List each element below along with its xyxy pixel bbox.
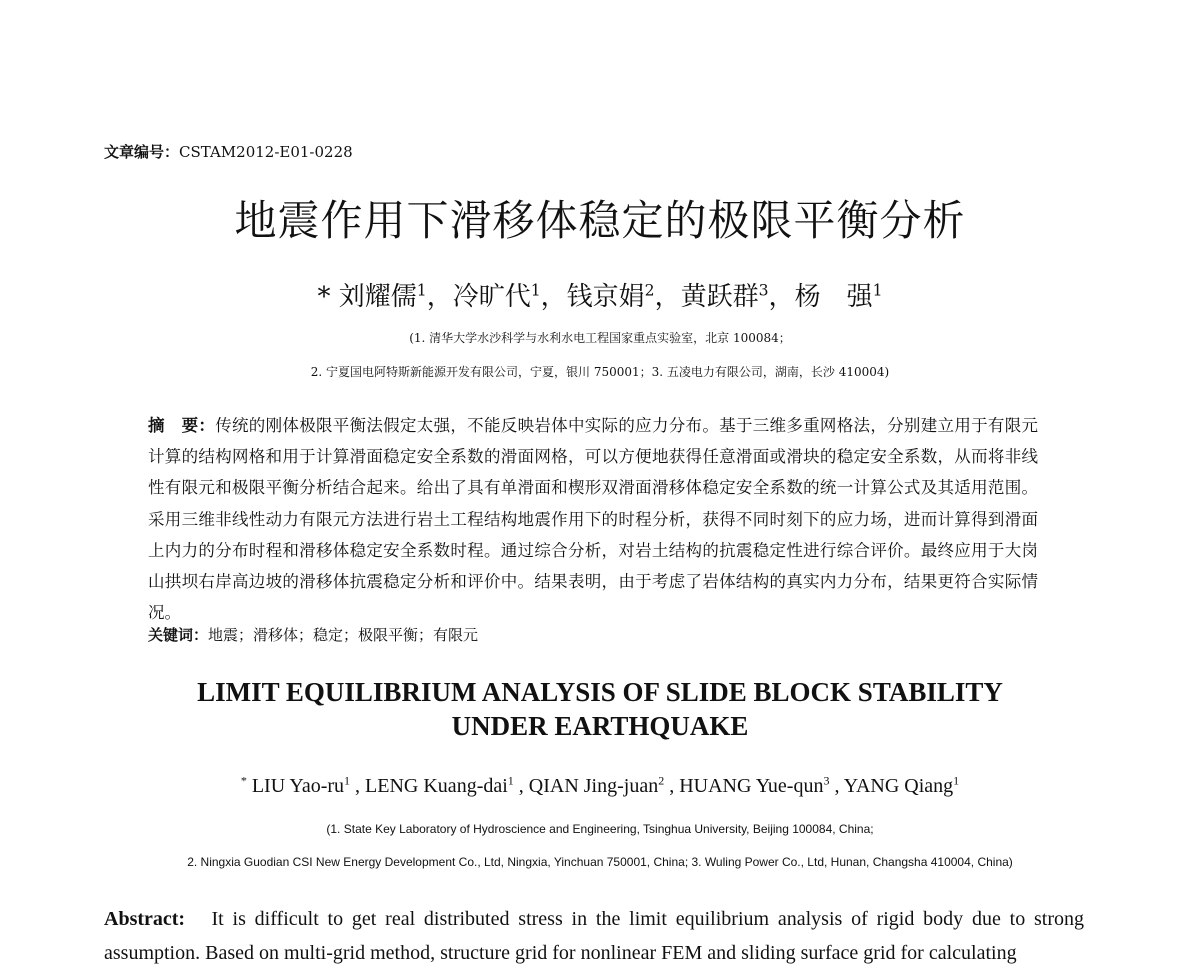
chinese-affiliation-2: 2. 宁夏国电阿特斯新能源开发有限公司，宁夏，银川 750001；3. 五凌电力有限公司，湖南，长沙 410004) — [310, 365, 890, 379]
english-title-line-2: UNDER EARTHQUAKE — [451, 711, 749, 741]
author-affiliation-number: 2 — [644, 281, 655, 300]
chinese-abstract — [148, 410, 1038, 628]
english-title — [0, 675, 1200, 743]
english-affiliation-2: 2. Ningxia Guodian CSI New Energy Development Co., Ltd, Ningxia, Yinchuan 750001, China; 3. Wuling Power Co., Ltd, Hunan, Changsha 410004, China) — [187, 855, 1013, 869]
author-name: YANG Qiang — [843, 775, 954, 797]
author-separator: , — [350, 775, 366, 797]
author-name: 黄跃群 — [680, 282, 759, 312]
author-name: LIU Yao-ru — [251, 775, 345, 797]
author-separator: ， — [540, 282, 567, 312]
english-title-line-1: LIMIT EQUILIBRIUM ANALYSIS OF SLIDE BLOCK STABILITY — [197, 677, 1003, 707]
english-affiliation-1: (1. State Key Laboratory of Hydroscience and Engineering, Tsinghua University, Beijing 100084, China; — [326, 822, 874, 836]
author-affiliation-number: 1 — [344, 773, 351, 788]
author-affiliation-number: 3 — [823, 773, 830, 788]
author-separator: , — [664, 775, 680, 797]
english-abstract-text: It is difficult to get real distributed stress in the limit equilibrium analysis of rigid body due to strong assumption. Based on multi-grid method, structure grid for nonlinear FEM and sliding surface grid for calculating — [104, 908, 1084, 964]
author-name: 杨 强 — [794, 282, 873, 312]
chinese-abstract-text: 传统的刚体极限平衡法假定太强，不能反映岩体中实际的应力分布。基于三维多重网格法，分别建立用于有限元计算的结构网格和用于计算滑面稳定安全系数的滑面网格，可以方便地获得任意滑面或滑块的稳定安全系数，从而将非线性有限元和极限平衡分析结合起来。给出了具有单滑面和楔形双滑面滑移体稳定安全系数的统一计算公式及其适用范围。采用三维非线性动力有限元方法进行岩土工程结构地震作用下的时程分析，获得不同时刻下的应力场，进而计算得到滑面上内力的分布时程和滑移体稳定安全系数时程。通过综合分析，对岩土结构的抗震稳定性进行综合评价。最终应用于大岗山拱坝右岸高边坡的滑移体抗震稳定分析和评价中。结果表明，由于考虑了岩体结构的真实内力分布，结果更符合实际情况。 — [148, 416, 1039, 623]
author-affiliation-number: 3 — [758, 281, 769, 300]
chinese-keywords-label: 关键词： — [148, 626, 209, 644]
author-name: HUANG Yue-qun — [679, 775, 824, 797]
author-separator: , — [513, 775, 529, 797]
author-name: QIAN Jing-juan — [528, 775, 659, 797]
chinese-keywords-text: 地震；滑移体；稳定；极限平衡；有限元 — [208, 626, 479, 644]
chinese-abstract-label: 摘 要： — [148, 416, 216, 435]
author-separator: ， — [654, 282, 681, 312]
author-affiliation-number: 1 — [530, 281, 541, 300]
author-separator: ， — [768, 282, 795, 312]
author-name: 冷旷代 — [452, 282, 531, 312]
chinese-title: 地震作用下滑移体稳定的极限平衡分析 — [234, 196, 966, 245]
english-abstract — [104, 902, 1084, 970]
chinese-authors — [0, 276, 1200, 313]
author-name: 刘耀儒 — [338, 282, 417, 312]
chinese-affiliation-1: (1. 清华大学水沙科学与水利水电工程国家重点实验室，北京 100084； — [409, 331, 791, 345]
corresponding-mark-en: * — [240, 773, 247, 788]
article-number — [104, 141, 353, 162]
article-number-value: CSTAM2012-E01-0228 — [179, 143, 353, 161]
author-name: LENG Kuang-dai — [365, 775, 508, 797]
author-affiliation-number: 1 — [872, 281, 883, 300]
author-name: 钱京娟 — [566, 282, 645, 312]
author-affiliation-number: 2 — [658, 773, 665, 788]
english-abstract-label: Abstract: — [104, 908, 186, 930]
author-separator: , — [829, 775, 844, 797]
author-affiliation-number: 1 — [507, 773, 514, 788]
corresponding-mark: * — [317, 282, 331, 312]
article-number-label: 文章编号： — [104, 143, 180, 161]
english-authors — [0, 775, 1200, 798]
author-affiliation-number: 1 — [953, 773, 960, 788]
chinese-keywords — [148, 624, 478, 645]
author-affiliation-number: 1 — [416, 281, 427, 300]
author-separator: ， — [426, 282, 453, 312]
